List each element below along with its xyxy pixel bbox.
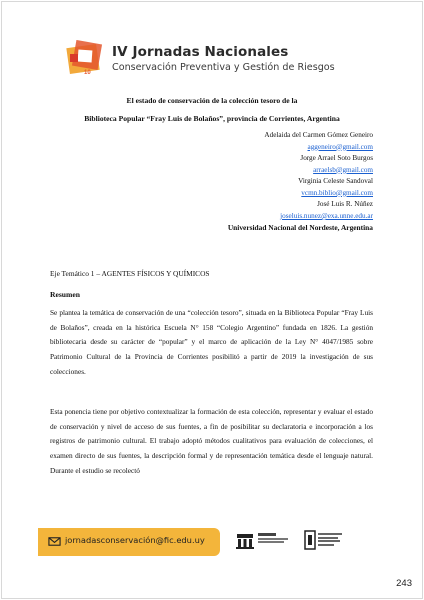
footer-contact-bar	[38, 528, 220, 556]
author-name: Virginia Celeste Sandoval	[298, 177, 373, 186]
event-subtitle: Conservación Preventiva y Gestión de Riesgos	[112, 62, 335, 73]
author-name: José Luis R. Núñez	[317, 200, 373, 209]
university-logo-icon	[236, 530, 254, 550]
envelope-icon	[48, 535, 61, 548]
institution-logo-text	[318, 533, 344, 546]
document-title-line2: Biblioteca Popular “Fray Luis de Bolaños”, provincia de Corrientes, Argentina	[84, 114, 340, 123]
author-list	[73, 130, 373, 234]
document-title-line1: El estado de conservación de la colección tesoro de la	[126, 96, 298, 105]
footer-email-link[interactable]: jornadasconservación@fic.edu.uy	[65, 535, 205, 545]
author-name: Adelaida del Carmen Gómez Geneiro	[264, 131, 373, 139]
author-email-link[interactable]: aggeneiro@gmail.com	[307, 142, 373, 151]
institution-logo-icon	[304, 530, 316, 550]
affiliation: Universidad Nacional del Nordeste, Argentina	[227, 223, 373, 233]
page-number: 243	[396, 578, 412, 589]
author-email-link[interactable]: joseluis.nunez@exa.unne.edu.ar	[280, 211, 373, 220]
author-email-link[interactable]: vcmn.biblio@gmail.com	[301, 188, 373, 197]
abstract-paragraph-1: Se plantea la temática de conservación de una “colección tesoro”, situada en la Biblioteca Popular “Fray Luis de Bolaños”, creada en la histórica Escuela N° 158 “Colegio Argentino” fundada en 1826. La gestión bibliotecaria desde su carácter de “popular” y el marco de aplicación de la Ley N° 4047/1985 sobre Patrimonio Cultural de la Provincia de Corrientes posibilitó a partir de 2019 la investigación de sus colecciones.	[50, 308, 373, 376]
thematic-axis: Eje Temático 1 – AGENTES FÍSICOS Y QUÍMICOS	[50, 269, 210, 278]
logo-year: 10	[84, 70, 91, 76]
abstract-paragraph-2: Esta ponencia tiene por objetivo contextualizar la formación de esta colección, representar y evaluar el estado de conservación y nivel de acceso de sus fuentes, a fin de posibilitar su declaratoria e incorporación a los registros de patrimonio cultural. El trabajo adoptó métodos cualitativos para evaluación de colecciones, el examen directo de sus fuentes, la descripción formal y de representación temática desde el lenguaje natural. Durante el estudio se recolectó	[50, 407, 373, 475]
event-title: IV Jornadas Nacionales	[112, 44, 289, 60]
abstract-heading: Resumen	[50, 290, 80, 299]
faculty-logo-text	[258, 533, 296, 543]
author-name: Jorge Arrael Soto Burgos	[300, 154, 373, 163]
page-border	[1, 1, 423, 599]
author-email-link[interactable]: arraelsb@gmail.com	[313, 165, 373, 174]
